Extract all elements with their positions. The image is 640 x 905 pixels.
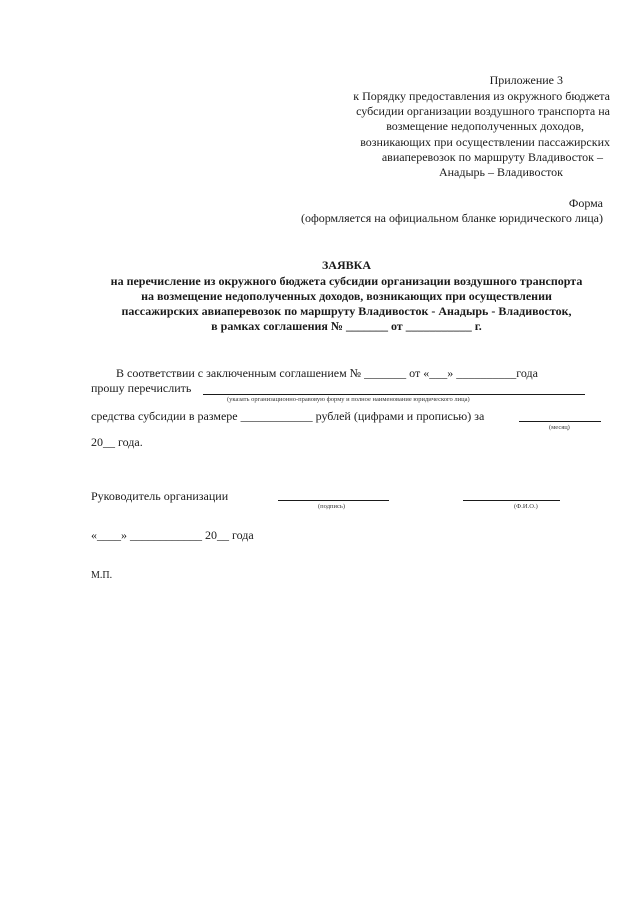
- body-line-amount: средства субсидии в размере ____________ рублей (цифрами и прописью) за: [91, 409, 485, 423]
- form-note: (оформляется на официальном бланке юридического лица): [300, 211, 603, 225]
- title-line-3: пассажирских авиаперевозок по маршруту Владивосток - Анадырь - Владивосток,: [121, 304, 572, 318]
- appendix-line-2: к Порядку предоставления из окружного бюджета: [353, 89, 610, 103]
- signatory-role: Руководитель организации: [91, 489, 229, 503]
- month-blank[interactable]: [519, 421, 601, 422]
- month-hint: (месяц): [549, 424, 570, 431]
- appendix-line-6: авиаперевозок по маршруту Владивосток –: [381, 150, 603, 164]
- appendix-line-4: возмещение недополученных доходов,: [386, 119, 584, 133]
- appendix-line-3: субсидии организации воздушного транспорта на: [356, 104, 610, 118]
- full-name-blank[interactable]: [463, 500, 560, 501]
- appendix-line-7: Анадырь – Владивосток: [438, 165, 563, 179]
- seal-label: М.П.: [91, 570, 113, 581]
- body-line-year: 20__ года.: [91, 435, 143, 449]
- body-line-transfer: прошу перечислить: [91, 381, 192, 395]
- full-name-hint: (Ф.И.О.): [514, 503, 538, 510]
- appendix-line-1: Приложение 3: [489, 73, 563, 87]
- signature-blank[interactable]: [278, 500, 389, 501]
- body-line-agreement: В соответствии с заключенным соглашением № _______ от «___» __________года: [116, 366, 538, 380]
- form-label: Форма: [568, 196, 603, 210]
- organization-hint: (указать организационно-правовую форму и полное наименование юридического лица): [227, 396, 470, 403]
- signature-hint: (подпись): [318, 503, 345, 510]
- date-line: «____» ____________ 20__ года: [91, 528, 254, 542]
- appendix-line-5: возникающих при осуществлении пассажирских: [360, 135, 610, 149]
- organization-name-blank[interactable]: [203, 394, 585, 395]
- title-line-1: на перечисление из окружного бюджета субсидии организации воздушного транспорта: [110, 274, 583, 288]
- title-line-2: на возмещение недополученных доходов, возникающих при осуществлении: [141, 289, 552, 303]
- document-title: ЗАЯВКА: [321, 258, 372, 272]
- title-line-4: в рамках соглашения № _______ от ___________ г.: [211, 319, 482, 333]
